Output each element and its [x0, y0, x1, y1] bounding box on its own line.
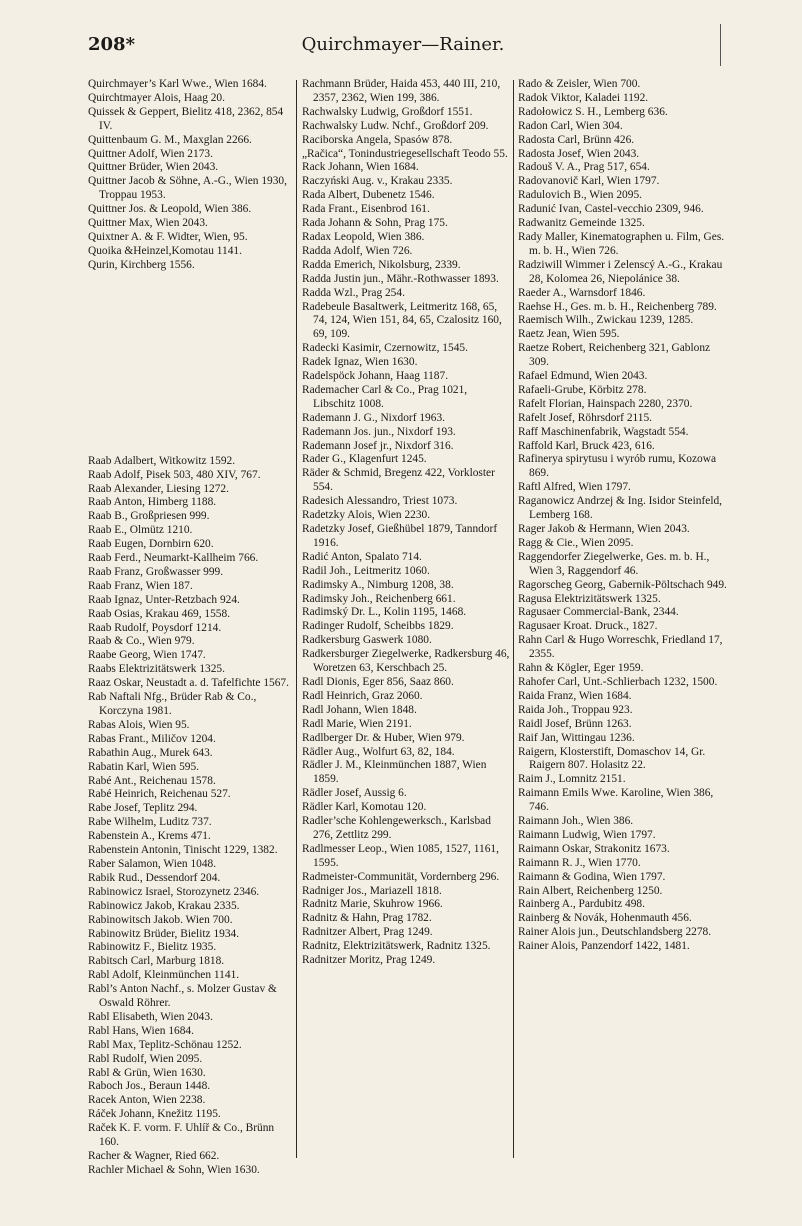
directory-entry: Rädler Karl, Komotau 120.: [302, 801, 427, 814]
directory-entry: Rabinowicz Jakob, Krakau 2335.: [88, 899, 240, 912]
directory-entry: Rabe Josef, Teplitz 294.: [88, 802, 198, 815]
directory-entry: Radnitz, Elektrizitätswerk, Radnitz 1325.: [302, 940, 491, 953]
directory-entry: Rado & Zeisler, Wien 700.: [518, 78, 641, 90]
directory-entry: Rabinowitsch Jakob. Wien 700.: [88, 913, 233, 926]
directory-entry: Radon Carl, Wien 304.: [518, 119, 623, 132]
directory-entry: Raim J., Lomnitz 2151.: [518, 773, 626, 786]
directory-entry: Radimsky Joh., Reichenberg 661.: [302, 592, 456, 605]
directory-entry: Radnitzer Moritz, Prag 1249.: [302, 954, 436, 967]
directory-entry: Rabé Ant., Reichenau 1578.: [88, 774, 216, 787]
directory-entry: Racek Anton, Wien 2238.: [88, 1094, 206, 1107]
directory-entry: Raab Eugen, Dornbirn 620.: [88, 538, 214, 551]
directory-entry: Rabitsch Carl, Marburg 1818.: [88, 955, 225, 968]
directory-entry: Raffold Karl, Bruck 423, 616.: [518, 439, 655, 452]
directory-entry: Rabik Rud., Dessendorf 204.: [88, 871, 221, 884]
directory-entry: Rachwalsky Ludwig, Großdorf 1551.: [302, 105, 473, 118]
directory-entry: Rabenstein Antonin, Tinischt 1229, 1382.: [88, 844, 278, 857]
directory-entry: Rafelt Florian, Hainspach 2280, 2370.: [518, 397, 693, 410]
directory-entry: Rada Johann & Sohn, Prag 175.: [302, 217, 448, 230]
directory-entry: Rademacher Carl & Co., Prag 1021, Libschitz 1008.: [302, 383, 468, 410]
directory-entry: Quittner Jacob & Söhne, A.-G., Wien 1930, Troppau 1953.: [88, 175, 287, 202]
directory-entry: Quittner Brüder, Wien 2043.: [88, 161, 219, 174]
directory-entry: Radelspöck Johann, Haag 1187.: [302, 370, 449, 383]
column-3: [518, 78, 728, 954]
directory-entry: Raida Joh., Troppau 923.: [518, 703, 633, 716]
directory-entry: Rädler Josef, Aussig 6.: [302, 787, 407, 800]
directory-entry: Raboch Jos., Beraun 1448.: [88, 1080, 211, 1093]
directory-entry: Rabe Wilhelm, Luditz 737.: [88, 816, 212, 829]
directory-entry: Radić Anton, Spalato 714.: [302, 550, 422, 563]
directory-entry: Rabé Heinrich, Reichenau 527.: [88, 788, 231, 801]
directory-entry: Radesich Alessandro, Triest 1073.: [302, 495, 458, 508]
directory-entry: Raggendorfer Ziegelwerke, Ges. m. b. H., Wien 3, Raggendorf 46.: [518, 550, 710, 577]
directory-entry: Raimann Emils Wwe. Karoline, Wien 386, 746.: [518, 787, 714, 814]
directory-entry: Rader G., Klagenfurt 1245.: [302, 453, 427, 466]
directory-entry: Radda Emerich, Nikolsburg, 2339.: [302, 258, 461, 271]
directory-entry: Radkersburg Gaswerk 1080.: [302, 634, 432, 647]
section-gap: [88, 273, 294, 455]
directory-entry: Radulovich B., Wien 2095.: [518, 189, 642, 202]
directory-entry: Raetz Jean, Wien 595.: [518, 328, 620, 341]
directory-entry: Rafael Edmund, Wien 2043.: [518, 370, 648, 383]
directory-entry: Rabl Elisabeth, Wien 2043.: [88, 1010, 213, 1023]
directory-entry: Raabe Georg, Wien 1747.: [88, 649, 206, 662]
directory-entry: Raab Rudolf, Poysdorf 1214.: [88, 621, 222, 634]
directory-entry: Raczyński Aug. v., Krakau 2335.: [302, 175, 453, 188]
column-rule-1: [296, 80, 297, 1158]
directory-entry: Rahn Carl & Hugo Worreschk, Friedland 17, 2355.: [518, 634, 723, 661]
directory-entry: Radunić Ivan, Castel-vecchio 2309, 946.: [518, 203, 704, 216]
page-title: Quirchmayer—Rainer.: [301, 34, 505, 55]
directory-entry: Rain Albert, Reichenberg 1250.: [518, 884, 663, 897]
directory-entry: Raabs Elektrizitätswerk 1325.: [88, 663, 225, 676]
directory-entry: Quittner Adolf, Wien 2173.: [88, 147, 213, 160]
directory-entry: Rabl Hans, Wien 1684.: [88, 1024, 194, 1037]
directory-entry: Raaz Oskar, Neustadt a. d. Tafelfichte 1567.: [88, 677, 289, 690]
directory-entry: Raab Ferd., Neumarkt-Kallheim 766.: [88, 552, 259, 565]
column-2: [302, 78, 512, 968]
directory-entry: Raimann Ludwig, Wien 1797.: [518, 828, 656, 841]
directory-entry: Radda Adolf, Wien 726.: [302, 244, 413, 257]
directory-entry: Quirchtmayer Alois, Haag 20.: [88, 91, 225, 104]
directory-entry: Rädler J. M., Kleinmünchen 1887, Wien 1859.: [302, 759, 487, 786]
directory-entry: Raigern, Klosterstift, Domaschov 14, Gr. Raigern 807. Holasitz 22.: [518, 745, 706, 772]
directory-entry: Radl Marie, Wien 2191.: [302, 717, 412, 730]
directory-entry: Raciborska Angela, Spasów 878.: [302, 133, 453, 146]
directory-entry: Radołowicz S. H., Lemberg 636.: [518, 105, 668, 118]
column-1: [88, 78, 294, 1178]
directory-entry: Radniger Jos., Mariazell 1818.: [302, 884, 442, 897]
directory-entry: Raimann R. J., Wien 1770.: [518, 856, 641, 869]
directory-entry: Radziwill Wimmer i Zelenscý A.-G., Krakau 28, Kolomea 26, Niepolánice 38.: [518, 258, 723, 285]
directory-entry: Radnitz & Hahn, Prag 1782.: [302, 912, 432, 925]
directory-entry: Rabinowitz F., Bielitz 1935.: [88, 941, 217, 954]
directory-entry: Raab Adolf, Pisek 503, 480 XIV, 767.: [88, 468, 261, 481]
directory-entry: Ragusa Elektrizitätswerk 1325.: [518, 592, 661, 605]
directory-entry: Radl Heinrich, Graz 2060.: [302, 689, 423, 702]
directory-entry: Radnitz Marie, Skuhrow 1966.: [302, 898, 443, 911]
directory-entry: Radebeule Basaltwerk, Leitmeritz 168, 65, 74, 124, Wien 151, 84, 65, Czalositz 160, 69, 109.: [302, 300, 502, 341]
directory-entry: Rahn & Kögler, Eger 1959.: [518, 662, 644, 675]
directory-entry: Rabl’s Anton Nachf., s. Molzer Gustav & Oswald Röhrer.: [88, 983, 277, 1010]
directory-entry: Qurin, Kirchberg 1556.: [88, 258, 195, 271]
directory-entry: Rainberg & Novák, Hohenmauth 456.: [518, 912, 692, 925]
directory-entry: Radosta Josef, Wien 2043.: [518, 147, 640, 160]
directory-entry: Rab Naftali Nfg., Brüder Rab & Co., Korczyna 1981.: [88, 691, 257, 717]
directory-entry: Ragg & Cie., Wien 2095.: [518, 536, 634, 549]
page-header: [88, 32, 718, 56]
directory-entry: Ragorscheg Georg, Gabernik-Pöltschach 949.: [518, 578, 727, 591]
directory-entry: Radimsky A., Nimburg 1208, 38.: [302, 578, 454, 591]
directory-entry: Rabinowitz Brüder, Bielitz 1934.: [88, 927, 240, 940]
directory-entry: Racher & Wagner, Ried 662.: [88, 1150, 220, 1162]
directory-entry: Raimann Oskar, Strakonitz 1673.: [518, 842, 670, 855]
directory-entry: Radecki Kasimir, Czernowitz, 1545.: [302, 342, 468, 355]
directory-entry: Raab Anton, Himberg 1188.: [88, 496, 217, 509]
directory-entry: Rabinowicz Israel, Storozynetz 2346.: [88, 885, 260, 898]
directory-entry: Radax Leopold, Wien 386.: [302, 230, 425, 243]
directory-entry: Raček K. F. vorm. F. Uhlíř & Co., Brünn 160.: [88, 1122, 275, 1149]
directory-entry: Rahofer Carl, Unt.-Schlierbach 1232, 1500.: [518, 675, 718, 688]
directory-entry: Raetze Robert, Reichenberg 321, Gablonz 309.: [518, 342, 711, 369]
directory-entry: Rabl & Grün, Wien 1630.: [88, 1066, 206, 1079]
directory-entry: Quissek & Geppert, Bielitz 418, 2362, 854 IV.: [88, 105, 284, 132]
directory-entry: Rabl Rudolf, Wien 2095.: [88, 1052, 203, 1065]
directory-entry: Radl Johann, Wien 1848.: [302, 703, 417, 716]
directory-entry: Radda Justin jun., Mähr.-Rothwasser 1893.: [302, 272, 499, 285]
directory-entry: Rabl Max, Teplitz-Schönau 1252.: [88, 1038, 242, 1051]
directory-entry: Raif Jan, Wittingau 1236.: [518, 731, 635, 744]
directory-entry: Rager Jakob & Hermann, Wien 2043.: [518, 523, 690, 535]
directory-entry: Räder & Schmid, Bregenz 422, Vorkloster 554.: [302, 467, 495, 494]
directory-entry: Rabas Alois, Wien 95.: [88, 718, 190, 731]
directory-entry: Rachmann Brüder, Haida 453, 440 III, 210, 2357, 2362, Wien 199, 386.: [302, 78, 501, 104]
directory-entry: Radimský Dr. L., Kolin 1195, 1468.: [302, 606, 467, 619]
directory-entry: Raber Salamon, Wien 1048.: [88, 857, 217, 870]
directory-entry: Rack Johann, Wien 1684.: [302, 161, 419, 174]
directory-entry: Raidl Josef, Brünn 1263.: [518, 717, 632, 730]
directory-entry: Radmeister-Communität, Vordernberg 296.: [302, 870, 500, 883]
directory-entry: Raemisch Wilh., Zwickau 1239, 1285.: [518, 314, 694, 327]
directory-entry: Ragusaer Kroat. Druck., 1827.: [518, 620, 658, 633]
directory-entry: Rafaeli-Grube, Körbitz 278.: [518, 383, 647, 396]
directory-entry: Rainberg A., Pardubitz 498.: [518, 898, 645, 911]
directory-entry: Raff Maschinenfabrik, Wagstadt 554.: [518, 425, 689, 438]
directory-entry: Rada Albert, Dubenetz 1546.: [302, 189, 435, 202]
directory-entry: Radl Dionis, Eger 856, Saaz 860.: [302, 675, 454, 688]
directory-entry: Raimann Joh., Wien 386.: [518, 815, 634, 828]
directory-entry: Radovanovič Karl, Wien 1797.: [518, 175, 660, 188]
column-rule-2: [513, 80, 514, 1158]
directory-entry: Ráček Johann, Knežitz 1195.: [88, 1108, 221, 1121]
directory-entry: Raehse H., Ges. m. b. H., Reichenberg 789.: [518, 300, 717, 313]
directory-entry: Rafinerya spirytusu i wyrób rumu, Kozowa 869.: [518, 453, 717, 480]
directory-entry: Radlmesser Leop., Wien 1085, 1527, 1161, 1595.: [302, 842, 499, 869]
directory-entry: Radetzky Josef, Gießhübel 1879, Tanndorf 1916.: [302, 523, 498, 549]
directory-entry: Rachwalsky Ludw. Nchf., Großdorf 209.: [302, 119, 489, 132]
directory-entry: Rademann Josef jr., Nixdorf 316.: [302, 439, 454, 452]
directory-entry: Radda Wzl., Prag 254.: [302, 286, 405, 299]
directory-entry: Radosta Carl, Brünn 426.: [518, 133, 635, 146]
directory-entry: Rademann J. G., Nixdorf 1963.: [302, 411, 445, 424]
directory-entry: Raimann & Godina, Wien 1797.: [518, 870, 666, 883]
directory-entry: Rabl Adolf, Kleinmünchen 1141.: [88, 969, 240, 982]
directory-entry: Raganowicz Andrzej & Ing. Isidor Steinfeld, Lemberg 168.: [518, 495, 723, 522]
directory-entry: Rädler Aug., Wolfurt 63, 82, 184.: [302, 745, 455, 758]
directory-entry: Raab Osias, Krakau 469, 1558.: [88, 607, 231, 620]
directory-entry: Raab Franz, Großwasser 999.: [88, 565, 224, 578]
directory-entry: Rady Maller, Kinematographen u. Film, Ges. m. b. H., Wien 726.: [518, 230, 725, 257]
directory-entry: Radok Viktor, Kaladei 1192.: [518, 91, 649, 104]
directory-entry: Raab B., Großpriesen 999.: [88, 510, 210, 523]
directory-entry: Rabathin Aug., Murek 643.: [88, 746, 213, 759]
directory-entry: Rainer Alois, Panzendorf 1422, 1481.: [518, 940, 690, 953]
directory-entry: Quittner Jos. & Leopold, Wien 386.: [88, 203, 252, 216]
directory-entry: Rafelt Josef, Röhrsdorf 2115.: [518, 411, 653, 424]
directory-entry: Radlberger Dr. & Huber, Wien 979.: [302, 731, 465, 744]
directory-entry: Raab Franz, Wien 187.: [88, 579, 193, 592]
page-number: 208*: [88, 34, 135, 55]
directory-entry: Rada Frant., Eisenbrod 161.: [302, 203, 430, 216]
directory-entry: Rabatin Karl, Wien 595.: [88, 760, 199, 773]
directory-entry: Radek Ignaz, Wien 1630.: [302, 356, 418, 369]
directory-entry: Radouš V. A., Prag 517, 654.: [518, 161, 650, 174]
directory-entry: Raeder A., Warnsdorf 1846.: [518, 286, 646, 299]
directory-entry: Raida Franz, Wien 1684.: [518, 689, 632, 702]
directory-entry: Rademann Jos. jun., Nixdorf 193.: [302, 425, 456, 438]
directory-entry: Raab Adalbert, Witkowitz 1592.: [88, 454, 236, 467]
directory-entry: Ragusaer Commercial-Bank, 2344.: [518, 606, 679, 619]
directory-entry: Rainer Alois jun., Deutschlandsberg 2278.: [518, 926, 712, 939]
directory-entry: Radnitzer Albert, Prag 1249.: [302, 926, 433, 939]
directory-entry: Raab Ignaz, Unter-Retzbach 924.: [88, 593, 240, 606]
directory-entry: Quittner Max, Wien 2043.: [88, 217, 208, 230]
directory-entry: Raab E., Olmütz 1210.: [88, 524, 193, 537]
directory-entry: Rachler Michael & Sohn, Wien 1630.: [88, 1163, 260, 1176]
directory-entry: Raab & Co., Wien 979.: [88, 635, 195, 648]
directory-entry: Quoika &Heinzel,Komotau 1141.: [88, 244, 242, 257]
directory-entry: „Račica“, Tonindustriegesellschaft Teodo 55.: [302, 147, 508, 160]
margin-mark: [720, 24, 721, 66]
directory-entry: Radil Joh., Leitmeritz 1060.: [302, 564, 430, 577]
directory-entry: Raab Alexander, Liesing 1272.: [88, 482, 229, 495]
directory-entry: Quirchmayer’s Karl Wwe., Wien 1684.: [88, 78, 267, 90]
directory-entry: Radwanitz Gemeinde 1325.: [518, 217, 645, 230]
directory-entry: Radkersburger Ziegelwerke, Radkersburg 46, Woretzen 63, Kerschbach 25.: [302, 648, 510, 675]
directory-entry: Radetzky Alois, Wien 2230.: [302, 509, 431, 522]
directory-entry: Quittenbaum G. M., Maxglan 2266.: [88, 133, 252, 146]
directory-entry: Radinger Rudolf, Scheibbs 1829.: [302, 620, 454, 633]
directory-entry: Rabas Frant., Miličov 1204.: [88, 732, 216, 745]
directory-entry: Rabenstein A., Krems 471.: [88, 830, 211, 843]
directory-entry: Quixtner A. & F. Widter, Wien, 95.: [88, 230, 248, 243]
directory-entry: Radler’sche Kohlengewerksch., Karlsbad 276, Zettlitz 299.: [302, 815, 491, 841]
directory-entry: Raftl Alfred, Wien 1797.: [518, 481, 631, 494]
